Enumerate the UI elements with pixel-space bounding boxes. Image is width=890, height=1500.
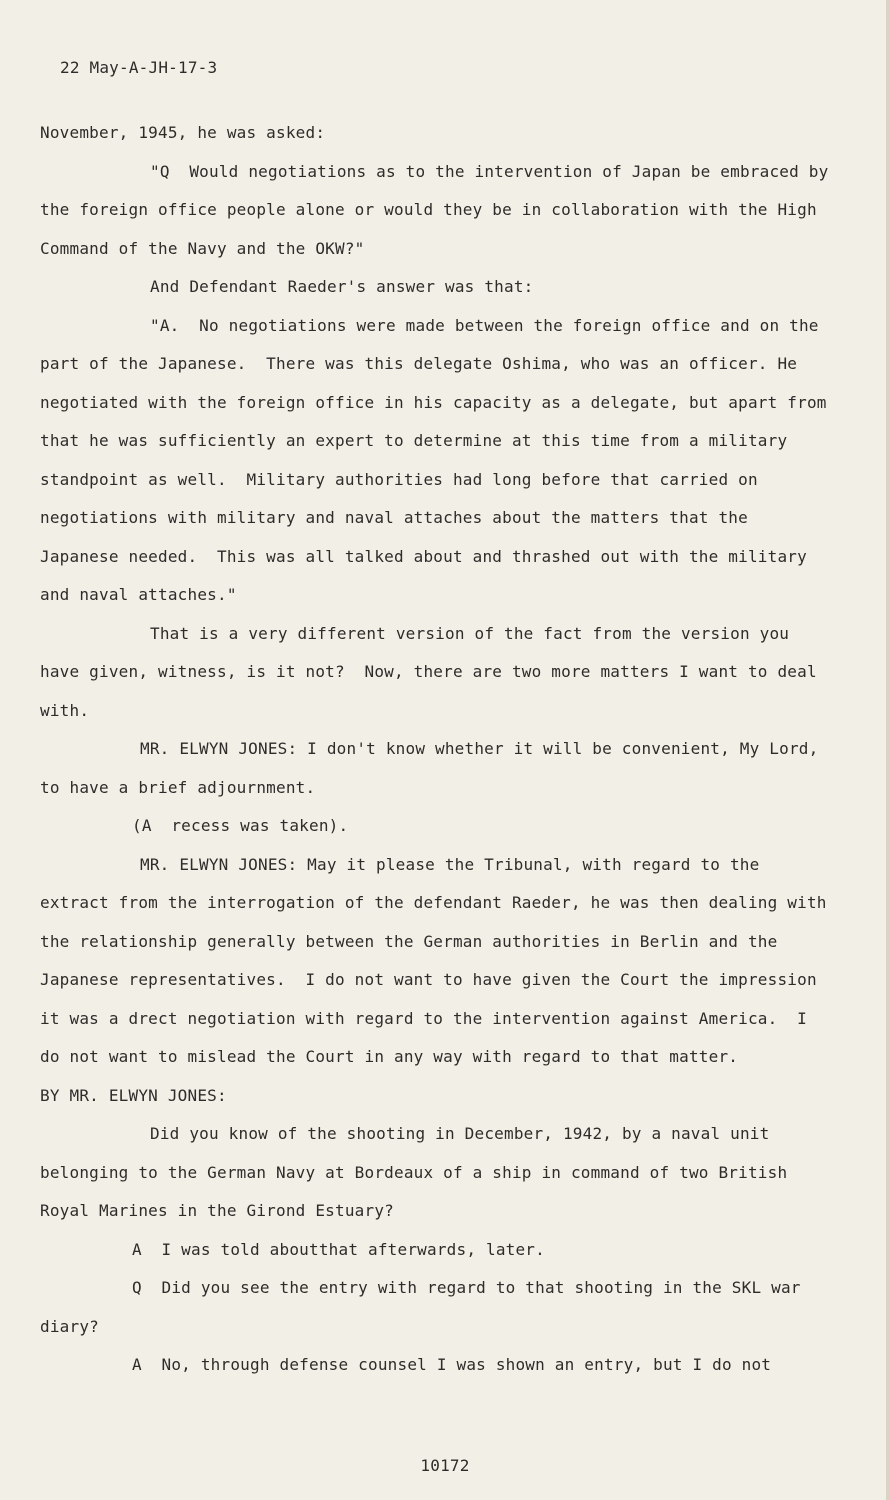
paragraph: November, 1945, he was asked: <box>40 123 326 142</box>
paragraph: A No, through defense counsel I was shown an entry, but I do not <box>132 1355 772 1374</box>
paragraph: MR. ELWYN JONES: I don't know whether it will be convenient, My Lord, to have a brief adjournment. <box>40 739 829 797</box>
document-reference: 22 May-A-JH-17-3 <box>60 58 218 77</box>
paragraph: (A recess was taken). <box>132 816 349 835</box>
paragraph: A I was told aboutthat afterwards, later. <box>132 1239 545 1259</box>
paragraph: "A. No negotiations were made between the foreign office and on the part of the Japanese. There was this delegate Oshima, who was an officer. He negotiated with the foreign office in his capacity as a delegate, but apart from that he was sufficiently an expert to determine at this time from a military standpoint as well. Military authorities had long before that carried on negotiations with military and naval attaches about the matters that the Japanese needed. This was all talked about and thrashed out with the military and naval attaches." <box>40 315 837 604</box>
paragraph: "Q Would negotiations as to the intervention of Japan be embraced by the foreign office people alone or would they be in collaboration with the High Command of the Navy and the OKW?" <box>40 161 839 258</box>
page-edge <box>886 0 890 1500</box>
paragraph: That is a very different version of the fact from the version you have given, witness, is it not? Now, there are two more matters I want to deal with. <box>40 623 827 720</box>
page-number: 10172 <box>420 1456 470 1475</box>
paragraph: Did you know of the shooting in December, 1942, by a naval unit belonging to the German Navy at Bordeaux of a ship in command of two British Royal Marines in the Girond Estuary? <box>40 1124 798 1220</box>
paragraph: And Defendant Raeder's answer was that: <box>150 277 534 296</box>
paragraph: Q Did you see the entry with regard to that shooting in the SKL war diary? <box>40 1278 811 1336</box>
section-heading: BY MR. ELWYN JONES: <box>40 1085 227 1105</box>
transcript-body <box>40 114 839 1385</box>
paragraph: MR. ELWYN JONES: May it please the Tribunal, with regard to the extract from the interrogation of the defendant Raeder, he was then dealing with the relationship generally between the German authorities in Berlin and the Japanese representatives. I do not want to have given the Court the impression it was a drect negotiation with regard to the intervention against America. I do not want to mislead the Court in any way with regard to that matter. <box>40 854 837 1066</box>
